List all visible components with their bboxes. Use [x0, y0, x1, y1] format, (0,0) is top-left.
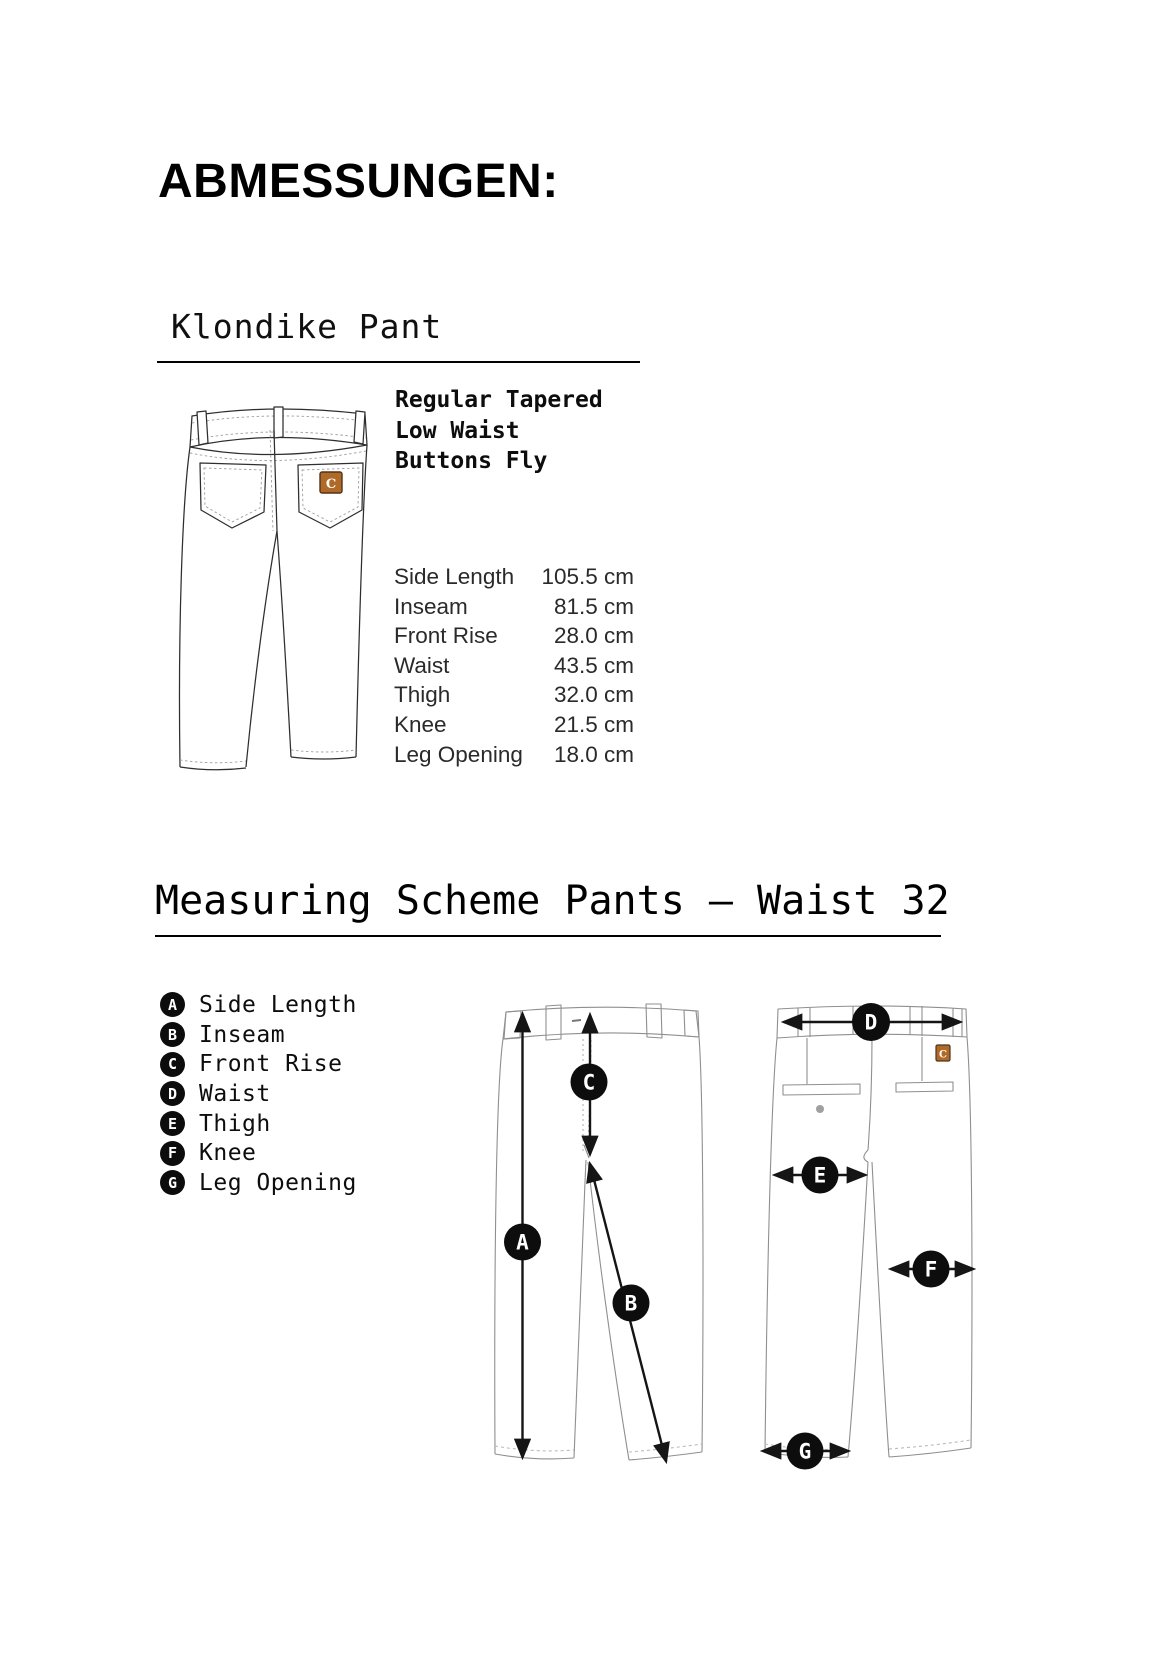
- page-title: ABMESSUNGEN:: [158, 155, 559, 208]
- legend-label: Side Length: [199, 991, 357, 1018]
- fit-line: Regular Tapered: [395, 387, 603, 413]
- measure-badges-back: [787, 1003, 950, 1470]
- fit-line: Buttons Fly: [395, 448, 548, 474]
- measurement-row: [394, 710, 634, 740]
- measurement-label: Inseam: [394, 593, 468, 619]
- measurement-label: Knee: [394, 711, 447, 737]
- pants-back-drawing: [170, 383, 372, 775]
- measurement-row: [394, 621, 634, 651]
- legend-item: [160, 1168, 357, 1198]
- pants-backview-outline: [765, 1006, 972, 1457]
- badge-f-letter: F: [924, 1257, 938, 1282]
- measurement-label: Leg Opening: [394, 741, 523, 767]
- patch-letter-back: C: [939, 1049, 947, 1061]
- legend-badge-b: B: [160, 1022, 185, 1047]
- measurement-row: [394, 740, 634, 770]
- measurement-value: 43.5 cm: [553, 652, 634, 678]
- legend-badge-d: D: [160, 1081, 185, 1106]
- measurement-value: 105.5 cm: [541, 564, 634, 589]
- measurement-value: 81.5 cm: [553, 593, 634, 619]
- legend-label: Knee: [199, 1140, 257, 1167]
- measurement-label: Front Rise: [394, 623, 498, 649]
- badge-g-letter: G: [798, 1439, 812, 1464]
- legend-label: Waist: [199, 1080, 271, 1107]
- legend-item: [160, 1020, 357, 1050]
- legend-badge-f: F: [160, 1141, 185, 1166]
- measuring-diagram-front: [450, 948, 710, 1470]
- measurement-row: [394, 651, 634, 681]
- badge-b-letter: B: [624, 1291, 638, 1316]
- measure-arrows-back: [763, 1022, 973, 1451]
- measurement-label: Waist: [394, 652, 450, 678]
- scheme-legend: [160, 990, 357, 1198]
- measurement-row: [394, 680, 634, 710]
- scheme-title: Measuring Scheme Pants – Waist 32: [155, 878, 950, 924]
- legend-badge-c: C: [160, 1052, 185, 1077]
- measurement-label: Side Length: [394, 564, 515, 589]
- patch-letter: C: [325, 477, 337, 492]
- badge-e-letter: E: [813, 1163, 827, 1188]
- legend-label: Thigh: [199, 1110, 271, 1137]
- pants-back-outline: [179, 407, 367, 770]
- legend-item: [160, 1138, 357, 1168]
- legend-label: Inseam: [199, 1021, 286, 1048]
- fit-details: [395, 385, 603, 477]
- legend-badge-e: E: [160, 1111, 185, 1136]
- carhartt-patch-icon: [320, 472, 342, 493]
- legend-label: Leg Opening: [199, 1169, 357, 1196]
- badge-c-letter: C: [582, 1070, 596, 1095]
- product-heading-rule: [157, 306, 640, 363]
- badge-d-letter: D: [864, 1010, 878, 1035]
- measurement-value: 21.5 cm: [553, 711, 634, 737]
- measurement-value: 28.0 cm: [553, 623, 634, 649]
- measurement-label: Thigh: [394, 682, 451, 708]
- scheme-heading-rule: [155, 878, 950, 937]
- legend-label: Front Rise: [199, 1051, 343, 1078]
- measurement-row: [394, 562, 634, 592]
- legend-badge-a: A: [160, 992, 185, 1017]
- legend-item: [160, 1109, 357, 1139]
- legend-badge-g: G: [160, 1170, 185, 1195]
- measure-badges-front: [504, 1064, 650, 1322]
- legend-item: [160, 1079, 357, 1109]
- legend-item: [160, 1049, 357, 1079]
- measurements-table: [394, 562, 634, 769]
- fit-line: Low Waist: [395, 417, 520, 444]
- measuring-diagram-back: [750, 948, 980, 1470]
- legend-item: [160, 990, 357, 1020]
- badge-a-letter: A: [516, 1230, 529, 1255]
- measurement-row: [394, 592, 634, 622]
- measurement-value: 18.0 cm: [553, 741, 634, 767]
- product-name: Klondike Pant: [171, 307, 443, 346]
- measurement-value: 32.0 cm: [553, 682, 634, 708]
- carhartt-patch-icon-back: [936, 1045, 950, 1061]
